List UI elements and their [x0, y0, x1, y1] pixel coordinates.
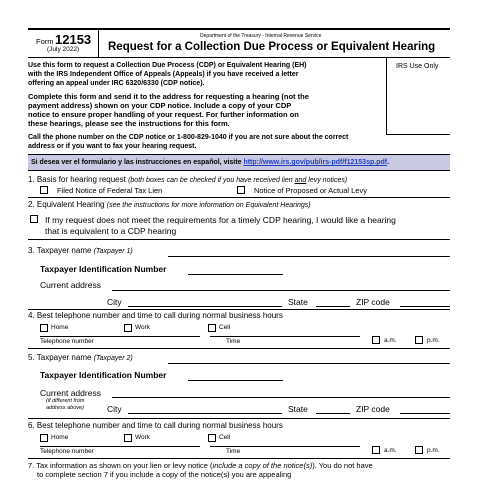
- s2-label: 2. Equivalent Hearing (see the instructions for more information on Equivalent Hearings): [28, 200, 311, 209]
- spanish-form-link[interactable]: http://www.irs.gov/pub/irs-pdf/f12153sp.pdf: [243, 159, 388, 166]
- form-label: Form: [36, 37, 54, 46]
- s5-state-label: State: [288, 404, 308, 414]
- spanish-text: Si desea ver el formulario y las instrucciones en español, visite http://www.irs.gov/pub/irs-pdf/f12153sp.pdf.: [31, 159, 390, 166]
- equivalent-hearing-checkbox[interactable]: [30, 215, 38, 223]
- lien-checkbox[interactable]: [40, 186, 48, 194]
- s5-zip-field[interactable]: [400, 413, 450, 414]
- top-rule: [28, 28, 450, 30]
- s4-am-checkbox[interactable]: [372, 336, 380, 344]
- s2-bottom-rule: [28, 239, 450, 240]
- intro-p2-line2: payment address) shown on your CDP notice. Include a copy of your CDP: [28, 101, 292, 110]
- s6-home-checkbox[interactable]: [40, 434, 48, 442]
- intro-p1-line3: offering an appeal under IRC 6320/6330 (CDP notice).: [28, 80, 205, 87]
- s6-home-label: Home: [51, 434, 69, 441]
- s3-tin-label: Taxpayer Identification Number: [40, 264, 167, 274]
- s5-tin-label: Taxpayer Identification Number: [40, 370, 167, 380]
- s4-bottom-rule: [28, 348, 450, 349]
- s1-label: 1. Basis for hearing request (both boxes can be checked if you have received lien and levy notices): [28, 175, 348, 184]
- s4-label: 4. Best telephone number and time to call during normal business hours: [28, 311, 283, 320]
- s5-address-field[interactable]: [112, 397, 450, 398]
- s4-phone-field[interactable]: [40, 336, 200, 337]
- s5-zip-label: ZIP code: [356, 404, 390, 414]
- form-number: 12153: [55, 32, 92, 47]
- form-date: (July 2022): [47, 46, 80, 53]
- s5-state-field[interactable]: [316, 413, 350, 414]
- s6-work-label: Work: [135, 434, 151, 441]
- irs-use-box-left: [386, 57, 387, 134]
- s5-label: 5. Taxpayer name (Taxpayer 2): [28, 353, 133, 362]
- s5-city-field[interactable]: [128, 413, 282, 414]
- s3-name-field[interactable]: [168, 256, 450, 257]
- s3-city-label: City: [107, 297, 122, 307]
- s3-zip-field[interactable]: [400, 306, 450, 307]
- s4-home-label: Home: [51, 324, 69, 331]
- s6-am-checkbox[interactable]: [372, 446, 380, 454]
- s6-pm-checkbox[interactable]: [415, 446, 423, 454]
- page-title: Request for a Collection Due Process or Equivalent Hearing: [108, 41, 436, 53]
- s5-tin-field[interactable]: [188, 380, 283, 381]
- s3-bottom-rule: [28, 309, 450, 310]
- s1-bottom-rule: [28, 197, 450, 198]
- s3-address-field[interactable]: [112, 290, 450, 291]
- s3-label: 3. Taxpayer name (Taxpayer 1): [28, 246, 133, 255]
- s5-bottom-rule: [28, 418, 450, 419]
- s4-am-label: a.m.: [384, 337, 397, 344]
- s7-line2: to complete section 7 if you include a copy of the notice(s) you are appealing: [37, 470, 292, 479]
- s4-time-field[interactable]: [210, 336, 360, 337]
- lien-option-label: Filed Notice of Federal Tax Lien: [57, 186, 163, 195]
- department-label: Department of the Treasury - Internal Revenue Service: [200, 33, 322, 39]
- s3-address-label: Current address: [40, 280, 101, 290]
- intro-p1-line2: with the IRS Independent Office of Appeals (Appeals) if you have received a letter: [28, 71, 299, 78]
- s3-tin-field[interactable]: [188, 274, 283, 275]
- s6-label: 6. Best telephone number and time to call during normal business hours: [28, 421, 283, 430]
- s4-work-checkbox[interactable]: [124, 324, 132, 332]
- s3-state-field[interactable]: [316, 306, 350, 307]
- intro-p3-line1: Call the phone number on the CDP notice or 1-800-829-1040 if you are not sure about the correct: [28, 134, 349, 141]
- equivalent-hearing-line1: If my request does not meet the requirements for a timely CDP hearing, I would like a hearing: [45, 215, 396, 225]
- s4-cell-label: Cell: [219, 324, 231, 331]
- intro-p3-line2: address or if you want to fax your hearing request.: [28, 143, 197, 150]
- s3-state-label: State: [288, 297, 308, 307]
- s6-phone-field[interactable]: [40, 446, 200, 447]
- s6-work-checkbox[interactable]: [124, 434, 132, 442]
- intro-p1-line1: Use this form to request a Collection Due Process (CDP) or Equivalent Hearing (EH): [28, 62, 307, 69]
- s6-cell-label: Cell: [219, 434, 231, 441]
- s6-cell-checkbox[interactable]: [208, 434, 216, 442]
- s6-pm-label: p.m.: [427, 447, 440, 454]
- intro-p2-line1: Complete this form and send it to the address for requesting a hearing (not the: [28, 92, 309, 101]
- s4-phone-label: Telephone number: [40, 338, 94, 345]
- header-divider: [98, 30, 99, 57]
- s3-city-field[interactable]: [128, 306, 282, 307]
- s6-phone-label: Telephone number: [40, 448, 94, 455]
- s4-home-checkbox[interactable]: [40, 324, 48, 332]
- s5-name-field[interactable]: [168, 363, 450, 364]
- equivalent-hearing-line2: that is equivalent to a CDP hearing: [45, 226, 177, 236]
- s5-diff-note-2: address above): [46, 405, 84, 411]
- s4-cell-checkbox[interactable]: [208, 324, 216, 332]
- s6-am-label: a.m.: [384, 447, 397, 454]
- s4-work-label: Work: [135, 324, 151, 331]
- irs-use-box-bottom: [386, 134, 450, 135]
- s6-time-label: Time: [226, 448, 241, 455]
- s4-time-label: Time: [226, 338, 241, 345]
- s6-bottom-rule: [28, 458, 450, 459]
- levy-checkbox[interactable]: [237, 186, 245, 194]
- s5-address-label: Current address: [40, 388, 101, 398]
- s5-city-label: City: [107, 404, 122, 414]
- s7-line1: 7. Tax information as shown on your lien or levy notice (include a copy of the notice(s)). You do not have: [28, 461, 373, 470]
- s4-pm-label: p.m.: [427, 337, 440, 344]
- s4-pm-checkbox[interactable]: [415, 336, 423, 344]
- s6-time-field[interactable]: [210, 446, 360, 447]
- s3-zip-label: ZIP code: [356, 297, 390, 307]
- irs-use-only-label: IRS Use Only: [396, 63, 439, 70]
- intro-p2-line4: these hearings, please see the instructions for this form.: [28, 119, 230, 128]
- levy-option-label: Notice of Proposed or Actual Levy: [254, 186, 367, 195]
- s5-diff-note-1: (if different from: [46, 398, 85, 404]
- intro-p2-line3: notice to ensure proper handling of your request. For further information on: [28, 110, 299, 119]
